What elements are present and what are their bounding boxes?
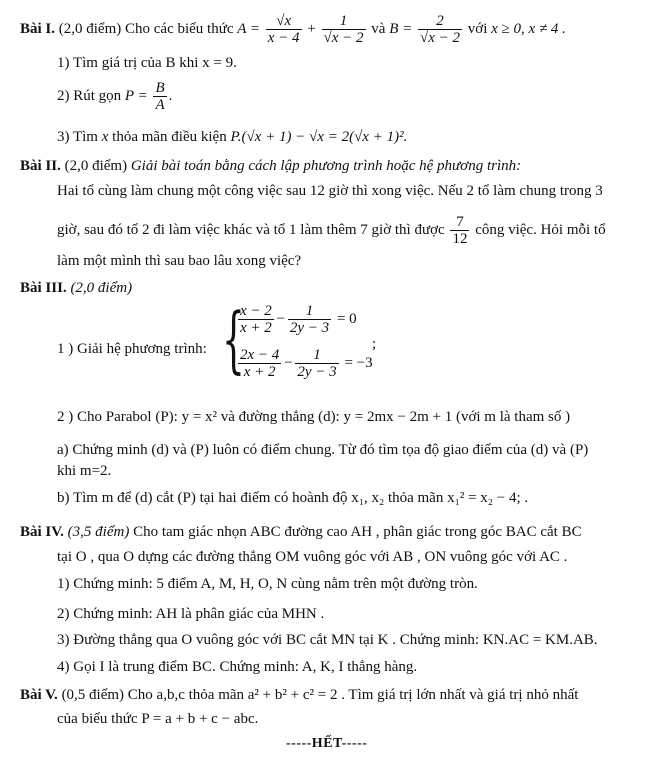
bai4-q4: 4) Gọi I là trung điểm BC. Chứng minh: A, K, I thẳng hàng. bbox=[57, 659, 418, 675]
expr-a-frac1: $\frac{√x}{x - 4}$ bbox=[267, 13, 300, 46]
bai4-line1-text: Cho tam giác nhọn ABC đường cao AH , phân giác trong góc BAC cắt BC bbox=[133, 524, 582, 540]
bai3-points: (2,0 điểm) bbox=[70, 280, 133, 296]
bai1-q3 bbox=[57, 128, 407, 146]
bai1-q2-text: 2) Rút gọn bbox=[57, 87, 122, 104]
bai4-heading: Bài IV. bbox=[20, 524, 64, 540]
bai1-q1: 1) Tìm giá trị của B khi x = 9. bbox=[57, 55, 237, 71]
bai1-q2-frac: $\frac{B}{A}$ bbox=[155, 80, 165, 113]
bai1-condition: x ≥ 0, x ≠ 4 . bbox=[491, 20, 566, 37]
bai2-line2 bbox=[57, 214, 606, 247]
bai4-q3: 3) Đường thẳng qua O vuông góc với BC cắt MN tại K . Chứng minh: KN.AC = KM.AB. bbox=[57, 632, 598, 648]
eq1-frac2: $\frac{1}{2y - 3}$ bbox=[289, 303, 330, 336]
bai1-q3-text: 3) Tìm bbox=[57, 129, 98, 145]
bai5-points: (0,5 điểm) bbox=[61, 687, 125, 703]
bai4-points: (3,5 điểm) bbox=[67, 524, 130, 540]
bai1-q2-lhs: P = bbox=[124, 87, 148, 104]
eq2-rhs: = −3 bbox=[344, 354, 373, 371]
system-semicolon: ; bbox=[372, 336, 377, 352]
eq1-rhs: = 0 bbox=[336, 310, 357, 327]
bai3-q2: 2 ) Cho Parabol (P): y = x² và đường thẳng (d): y = 2mx − 2m + 1 (với m là tham số ) bbox=[57, 409, 571, 425]
expr-b-lhs: B = bbox=[389, 20, 413, 37]
bai1-line1 bbox=[20, 13, 566, 46]
eq1-frac1: $\frac{x - 2}{x + 2}$ bbox=[240, 303, 272, 336]
bai4-q1: 1) Chứng minh: 5 điểm A, M, H, O, N cùng nằm trên một đường tròn. bbox=[57, 576, 478, 592]
bai1-q3-x: x bbox=[101, 129, 109, 145]
eq1-minus: − bbox=[275, 310, 286, 327]
bai1-cond-prefix: với bbox=[467, 20, 488, 37]
bai2-line2b: công việc. Hỏi mỗi tổ bbox=[475, 221, 606, 238]
expr-a-frac2: $\frac{1}{√x - 2}$ bbox=[323, 13, 364, 46]
bai1-q3-mid: thỏa mãn điều kiện bbox=[112, 129, 227, 145]
bai2-line3: làm một mình thì sau bao lâu xong việc? bbox=[57, 253, 302, 269]
bai5-line1 bbox=[20, 686, 578, 704]
bai5-heading: Bài V. bbox=[20, 687, 58, 703]
expr-a-plus: + bbox=[307, 20, 316, 37]
bai3-q2a-line1: a) Chứng minh (d) và (P) luôn có điểm chung. Từ đó tìm tọa độ giao điểm của (d) và (P) bbox=[57, 442, 589, 458]
bai4-line1 bbox=[20, 523, 582, 541]
bai2-title bbox=[20, 157, 521, 175]
bai1-q2 bbox=[57, 80, 172, 113]
system-eq2 bbox=[236, 347, 373, 380]
bai5-line2: của biểu thức P = a + b + c − abc. bbox=[57, 711, 259, 727]
bai3-title bbox=[20, 279, 132, 297]
bai4-line2: tại O , qua O dựng các đường thẳng OM vuông góc với AB , ON vuông góc với AC . bbox=[57, 549, 568, 565]
system-eq1 bbox=[236, 303, 357, 336]
bai3-q2b: b) Tìm m để (d) cắt (P) tại hai điểm có hoành độ x₁, x₂ thỏa mãn x₁² = x₂ − 4; . bbox=[57, 490, 529, 506]
expr-b-frac: $\frac{2}{√x - 2}$ bbox=[420, 13, 461, 46]
bai1-heading: Bài I. bbox=[20, 20, 56, 37]
bai3-q1-label: 1 ) Giải hệ phương trình: bbox=[57, 341, 207, 357]
bai5-line1-text: Cho a,b,c thỏa mãn a² + b² + c² = 2 . Tìm giá trị lớn nhất và giá trị nhỏ nhất bbox=[127, 687, 579, 703]
bai3-heading: Bài III. bbox=[20, 280, 67, 296]
bai2-line2a: giờ, sau đó tổ 2 đi làm việc khác và tổ 1 làm thêm 7 giờ thì được bbox=[57, 221, 445, 238]
expr-a-lhs: A = bbox=[237, 20, 261, 37]
bai3-q2a-line2: khi m=2. bbox=[57, 463, 112, 479]
bai1-q2-end: . bbox=[168, 87, 173, 104]
bai1-points: (2,0 điểm) bbox=[58, 20, 122, 37]
bai4-q2: 2) Chứng minh: AH là phân giác của MHN . bbox=[57, 606, 325, 622]
eq2-frac2: $\frac{1}{2y - 3}$ bbox=[297, 347, 337, 380]
eq2-minus: − bbox=[283, 354, 294, 371]
bai2-task: Giải bài toán bằng cách lập phương trình hoặc hệ phương trình: bbox=[130, 158, 522, 174]
system-brace: { bbox=[222, 297, 245, 381]
bai2-fraction: $\frac{7}{12}$ bbox=[452, 214, 468, 247]
bai1-intro: Cho các biểu thức bbox=[125, 20, 234, 37]
bai2-heading: Bài II. bbox=[20, 158, 61, 174]
bai2-points: (2,0 điểm) bbox=[64, 158, 128, 174]
bai1-q3-expr: P.(√x + 1) − √x = 2(√x + 1)². bbox=[230, 129, 408, 145]
bai1-and: và bbox=[371, 20, 386, 37]
eq2-frac1: $\frac{2x - 4}{x + 2}$ bbox=[240, 347, 280, 380]
end-marker: -----HẾT----- bbox=[286, 736, 368, 751]
bai2-line1: Hai tổ cùng làm chung một công việc sau 12 giờ thì xong việc. Nếu 2 tổ làm chung trong 3 bbox=[57, 183, 603, 199]
